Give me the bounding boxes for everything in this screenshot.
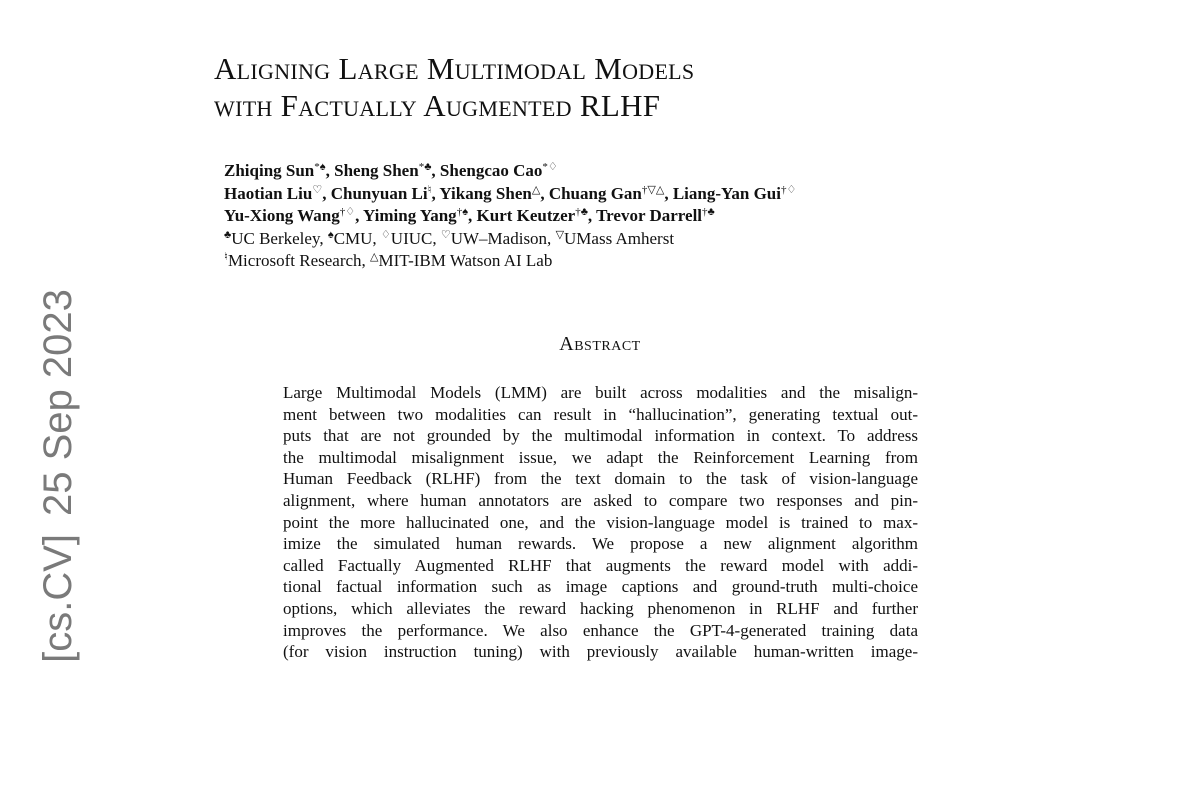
author-separator: , [664,183,673,203]
abstract-line: options, which alleviates the reward hacking phenomenon in RLHF and further [283,598,918,618]
abstract-line: called Factually Augmented RLHF that augments the reward model with addi- [283,555,918,575]
author-mark: ♮ [427,183,432,196]
author-name: Chunyuan Li [330,183,428,203]
author-name: Yiming Yang [363,206,457,225]
author-mark: †♠ [456,206,469,218]
affiliation-mark: ♣ [224,228,232,241]
affiliation-line-2 [224,250,796,273]
abstract-line: Large Multimodal Models (LMM) are built across modalities and the misalign- [283,383,918,402]
arxiv-category: [cs.CV] [36,533,80,663]
author-mark: †♢ [781,183,797,196]
abstract-line: improves the performance. We also enhance the GPT-4-generated training data [283,620,918,640]
abstract-body [283,382,918,663]
affiliation-mark: ♡ [440,228,451,241]
paper-title [214,50,694,124]
affiliation-name: UW–Madison, [450,228,556,248]
abstract-line: imize the simulated human rewards. We propose a new alignment algorithm [283,534,918,554]
abstract-line: point the more hallucinated one, and the vision-language model is trained to max- [283,512,918,532]
abstract-line: alignment, where human annotators are asked to compare two responses and pin- [283,490,918,510]
arxiv-sidebar-stamp [34,156,82,796]
author-mark: †♣ [702,206,715,218]
affiliation-name: CMU, [333,228,381,248]
author-mark: *♢ [542,161,558,173]
author-separator: , [325,161,335,180]
author-separator: , [431,161,440,180]
author-name: Trevor Darrell [596,206,703,225]
author-line-1 [224,160,796,183]
affiliation-name: MIT-IBM Watson AI Lab [378,251,553,270]
author-name: Liang-Yan Gui [672,183,781,203]
author-mark: △ [531,183,541,196]
abstract-line: puts that are not grounded by the multimodal information in context. To address [283,426,918,446]
author-name: Haotian Liu [224,183,313,203]
author-mark: *♣ [418,161,432,173]
author-line-2 [224,183,796,206]
affiliation-name: Microsoft Research, [227,251,371,270]
author-name: Kurt Keutzer [476,206,576,225]
affiliation-line-1 [224,228,796,251]
author-name: Yu-Xiong Wang [224,206,340,225]
affiliation-mark: ♮ [224,251,228,263]
author-separator: , [540,183,549,203]
title-line-2: with Factually Augmented RLHF [214,88,661,123]
affiliation-mark: ♠ [327,228,334,241]
author-name: Chuang Gan [548,183,642,203]
abstract-line: ment between two modalities can result in “hallucination”, generating textual out- [283,404,918,424]
affiliation-name: UC Berkeley, [231,228,328,248]
author-separator: , [431,183,440,203]
author-separator: , [322,183,331,203]
author-mark: *♠ [314,161,326,173]
abstract-line: tional factual information such as image captions and ground-truth multi-choice [283,577,918,597]
author-mark: †▽△ [641,183,665,196]
author-name: Yikang Shen [439,183,532,203]
author-name: Sheng Shen [334,161,419,180]
author-name: Zhiqing Sun [224,161,315,180]
author-mark: ♡ [312,183,323,196]
affiliation-mark: ♢ [380,228,391,241]
author-separator: , [355,206,363,225]
affiliation-name: UIUC, [390,228,441,248]
abstract-line: Human Feedback (RLHF) from the text domain to the task of vision-language [283,469,918,489]
author-mark: †♣ [575,206,588,218]
abstract-line: the multimodal misalignment issue, we adapt the Reinforcement Learning from [283,447,918,467]
author-line-3 [224,205,796,228]
affiliation-mark: △ [370,251,379,263]
author-separator: , [587,206,597,225]
author-separator: , [468,206,477,225]
author-name: Shengcao Cao [439,161,543,180]
author-block [224,160,796,273]
arxiv-date: 25 Sep 2023 [36,289,80,516]
author-mark: †♢ [339,206,356,218]
title-line-1: Aligning Large Multimodal Models [214,51,695,86]
abstract-line: (for vision instruction tuning) with previously available human-written image- [283,642,918,662]
abstract-heading: Abstract [559,333,641,355]
affiliation-name: UMass Amherst [564,228,675,248]
affiliation-mark: ▽ [555,228,565,241]
